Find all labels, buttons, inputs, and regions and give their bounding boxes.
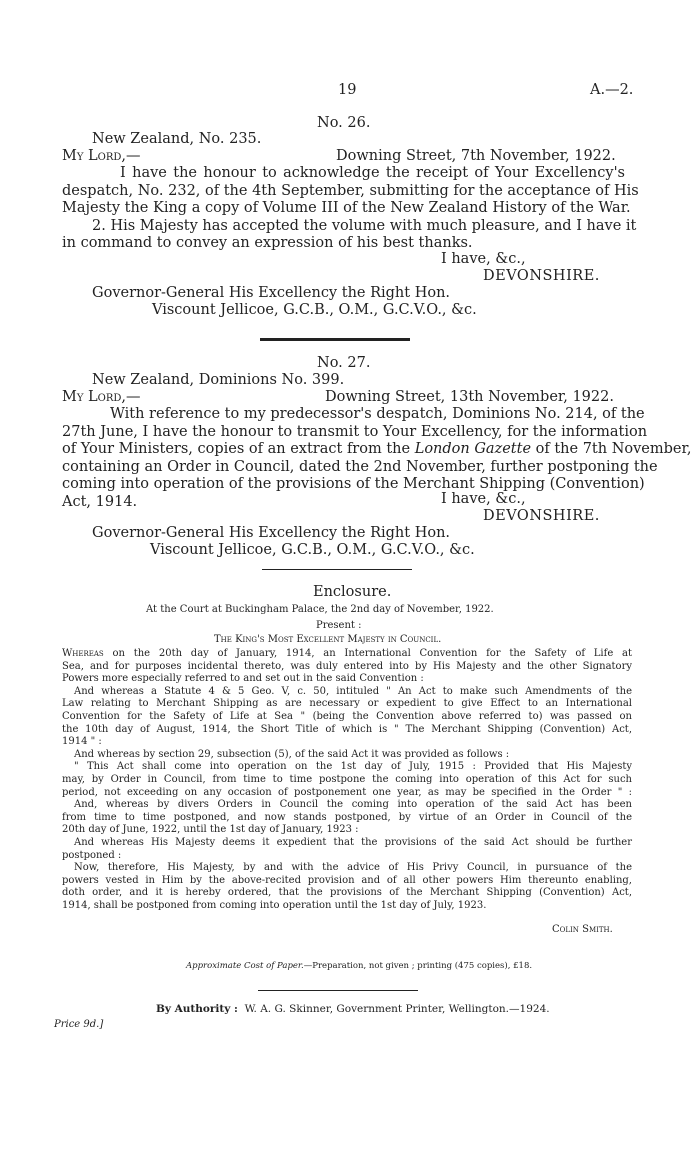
signature: DEVONSHIRE. — [483, 508, 600, 524]
body-line-with-title — [62, 441, 692, 459]
order-line: Powers more especially referred to and set out in the said Convention : — [62, 673, 424, 685]
body-text: of Your Ministers, copies of an extract from the — [62, 441, 411, 457]
order-line: may, by Order in Council, from time to time postpone the coming into operation of this Act for such — [62, 773, 632, 785]
body-line: in command to convey an expression of his best thanks. — [62, 235, 473, 251]
price: Price 9d.] — [54, 1019, 104, 1030]
enclosure-title: Enclosure. — [313, 584, 392, 600]
letter-number: No. 26. — [317, 115, 371, 131]
closing: I have, &c., — [441, 251, 526, 267]
cost-text: —Preparation, not given ; printing (475 copies), £18. — [303, 961, 533, 971]
order-line: And whereas by section 29, subsection (5), of the said Act it was provided as follows : — [74, 748, 510, 760]
letter-body — [62, 406, 692, 511]
addressee-line: Viscount Jellicoe, G.C.B., O.M., G.C.V.O., &c. — [150, 542, 475, 558]
body-line: Majesty the King a copy of Volume III of the New Zealand History of the War. — [62, 200, 631, 216]
body-line: despatch, No. 232, of the 4th September, submitting for the acceptance of His — [62, 182, 639, 199]
order-line: 1914, shall be postponed from coming into operation until the 1st day of July, 1923. — [62, 899, 487, 911]
body-line: coming into operation of the provisions of the Merchant Shipping (Convention) — [62, 476, 645, 492]
body-line: Act, 1914. — [62, 493, 138, 510]
present-line: Present : — [316, 620, 362, 631]
place-date: Downing Street, 13th November, 1922. — [325, 389, 614, 405]
signature: DEVONSHIRE. — [483, 268, 600, 284]
clerk-signature: Colin Smith. — [552, 924, 613, 935]
court-line: At the Court at Buckingham Palace, the 2nd day of November, 1922. — [146, 604, 494, 615]
order-line: Sea, and for purposes incidental thereto, was duly entered into by His Majesty and the other Signatory — [62, 660, 632, 672]
order-line: 1914 " : — [62, 736, 102, 748]
body-line: containing an Order in Council, dated the 2nd November, further postponing the — [62, 458, 658, 475]
addressee-line: Viscount Jellicoe, G.C.B., O.M., G.C.V.O., &c. — [152, 302, 477, 318]
order-text: on the 20th day of January, 1914, an International Convention for the Safety of Life at — [112, 648, 632, 659]
body-text: of the 7th November, — [535, 441, 692, 457]
authority-text: W. A. G. Skinner, Government Printer, Wellington.—1924. — [244, 1003, 550, 1015]
authority-label: By Authority : — [156, 1003, 238, 1015]
order-line: 20th day of June, 1922, until the 1st day of January, 1923 : — [62, 824, 359, 836]
order-line: And whereas His Majesty deems it expedient that the provisions of the said Act should be further — [74, 836, 632, 848]
order-line: Convention for the Safety of Life at Sea " (being the Convention above referred to) was passed on — [62, 710, 632, 722]
order-line: postponed : — [62, 849, 122, 861]
cost-label: Approximate Cost of Paper. — [186, 961, 304, 971]
order-line: Now, therefore, His Majesty, by and with the advice of His Privy Council, in pursuance of the — [74, 862, 632, 874]
order-line: from time to time postponed, and now stands postponed, by virtue of an Order in Council of the — [62, 811, 632, 823]
order-in-council-text — [62, 648, 632, 912]
order-line: And, whereas by divers Orders in Council the coming into operation of the said Act has been — [74, 799, 632, 811]
closing: I have, &c., — [441, 491, 526, 507]
body-line: 27th June, I have the honour to transmit to Your Excellency, for the information — [62, 423, 648, 440]
gazette-title: London Gazette — [414, 441, 532, 457]
body-line: I have the honour to acknowledge the receipt of Your Excellency's — [120, 165, 625, 181]
paper-reference: A.—2. — [590, 82, 634, 98]
letter-number: No. 27. — [317, 355, 371, 371]
dispatch-reference: New Zealand, Dominions No. 399. — [92, 372, 345, 388]
order-line: doth order, and it is hereby ordered, that the provisions of the Merchant Shipping (Convention) Act, — [62, 887, 632, 899]
order-line: the 10th day of August, 1914, the Short Title of which is " The Merchant Shipping (Convention) Act, — [62, 723, 632, 735]
footer-divider — [258, 990, 418, 991]
order-line: powers vested in Him by the above-recited provision and of all other powers Him thereunto enabling, — [62, 874, 632, 886]
salutation: My Lord,— — [62, 148, 141, 164]
page-number: 19 — [338, 82, 357, 98]
whereas-word: Whereas — [62, 648, 104, 659]
section-divider — [260, 338, 410, 341]
order-line: And whereas a Statute 4 & 5 Geo. V, c. 50, intituled " An Act to make such Amendments of the — [74, 685, 632, 697]
order-line: period, not exceeding on any occasion of postponement one year, as may be specified in the Order " : — [62, 786, 632, 798]
salutation: My Lord,— — [62, 389, 141, 405]
order-line: Law relating to Merchant Shipping as are necessary or expedient to give Effect to an International — [62, 698, 632, 710]
body-line: 2. His Majesty has accepted the volume with much pleasure, and I have it — [92, 217, 637, 234]
letter-body — [62, 165, 639, 253]
addressee-line: Governor-General His Excellency the Right Hon. — [92, 525, 451, 541]
order-line: " This Act shall come into operation on the 1st day of July, 1915 : Provided that His Majesty — [74, 761, 632, 773]
order-line — [62, 648, 632, 661]
section-divider — [262, 569, 412, 570]
addressee-line: Governor-General His Excellency the Right Hon. — [92, 285, 451, 301]
body-line: With reference to my predecessor's despatch, Dominions No. 214, of the — [110, 406, 645, 422]
cost-of-paper — [186, 961, 532, 971]
council-line: The King's Most Excellent Majesty in Council. — [214, 634, 442, 645]
printer-authority — [156, 1003, 550, 1015]
place-date: Downing Street, 7th November, 1922. — [336, 148, 616, 164]
dispatch-reference: New Zealand, No. 235. — [92, 131, 262, 147]
